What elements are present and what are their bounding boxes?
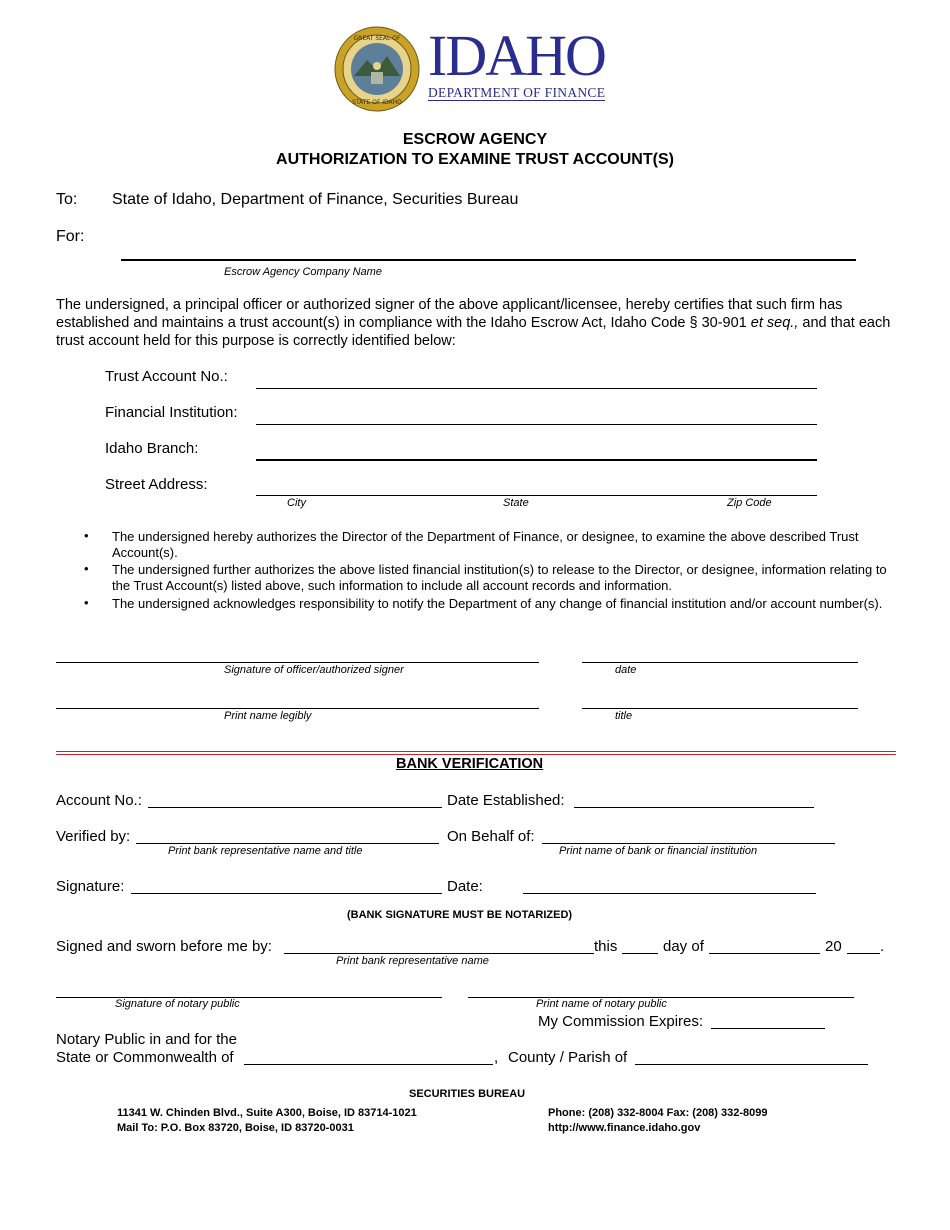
- street-address-line[interactable]: [256, 495, 817, 496]
- trust-account-no-label: Trust Account No.:: [105, 368, 228, 385]
- footer-address2: Mail To: P.O. Box 83720, Boise, ID 83720-0031: [117, 1122, 354, 1134]
- sworn-year-prefix: 20: [825, 938, 842, 955]
- sworn-label: Signed and sworn before me by:: [56, 938, 272, 955]
- for-company-line[interactable]: [121, 259, 856, 261]
- bank-date-label: Date:: [447, 878, 483, 895]
- bank-verification-heading: BANK VERIFICATION: [396, 756, 544, 772]
- on-behalf-line[interactable]: [542, 843, 835, 844]
- bank-signature-line[interactable]: [131, 893, 442, 894]
- footer-address1: 11341 W. Chinden Blvd., Suite A300, Boise, ID 83714-1021: [117, 1107, 417, 1119]
- officer-signature-caption: Signature of officer/authorized signer: [224, 664, 404, 676]
- for-label: For:: [56, 228, 85, 245]
- officer-date-caption: date: [615, 664, 637, 676]
- page-title-line1: ESCROW AGENCY: [402, 131, 548, 148]
- commission-expires-line[interactable]: [711, 1028, 825, 1029]
- certify-paragraph: [56, 296, 896, 350]
- state-caption: State: [503, 497, 529, 509]
- page-title-line2: AUTHORIZATION TO EXAMINE TRUST ACCOUNT(S): [276, 151, 674, 168]
- bullet-dot: •: [84, 528, 89, 543]
- trust-account-no-line[interactable]: [256, 388, 817, 389]
- date-established-label: Date Established:: [447, 792, 565, 809]
- commission-expires-label: My Commission Expires:: [538, 1013, 704, 1030]
- county-parish-label: County / Parish of: [508, 1049, 628, 1066]
- sworn-day-of: day of: [663, 938, 704, 955]
- notary-print-caption: Print name of notary public: [536, 998, 667, 1010]
- section-divider: [56, 754, 896, 755]
- print-name-line[interactable]: [56, 708, 539, 709]
- bullet-text: The undersigned hereby authorizes the Director of the Department of Finance, or designee, to examine the above described Trust Account(s).: [112, 529, 859, 560]
- officer-title-line[interactable]: [582, 708, 858, 709]
- sworn-year-line[interactable]: [847, 953, 880, 954]
- city-caption: City: [287, 497, 306, 509]
- notary-public-line1: Notary Public in and for the: [56, 1031, 237, 1048]
- verified-by-label: Verified by:: [56, 828, 131, 845]
- certify-part3: and that each trust account held for this purpose is correctly identified below:: [56, 315, 891, 349]
- certify-part1: The undersigned, a principal officer or authorized signer of the above applicant/licensee, hereby certifies that such firm has established and maintains a trust account(s) in compliance with the Idaho Escrow Act, Idaho Code § 30-901: [56, 297, 843, 331]
- zip-caption: Zip Code: [727, 497, 772, 509]
- idaho-seal: [334, 26, 420, 112]
- notary-signature-line[interactable]: [56, 997, 442, 998]
- sworn-month-line[interactable]: [709, 953, 820, 954]
- certify-et-seq: et seq.,: [750, 315, 799, 331]
- for-company-caption: Escrow Agency Company Name: [224, 266, 382, 278]
- officer-date-line[interactable]: [582, 662, 858, 663]
- sworn-day-line[interactable]: [622, 953, 658, 954]
- account-no-line[interactable]: [148, 807, 442, 808]
- sworn-rep-caption: Print bank representative name: [336, 955, 489, 967]
- state-commonwealth-line[interactable]: [244, 1064, 493, 1065]
- idaho-logo-word: IDAHO: [428, 23, 605, 88]
- footer-web[interactable]: http://www.finance.idaho.gov: [548, 1122, 701, 1134]
- bullet-dot: •: [84, 595, 89, 610]
- sworn-period: .: [880, 938, 885, 955]
- footer-phone: Phone: (208) 332-8004 Fax: (208) 332-8099: [548, 1107, 768, 1119]
- notarized-note: (BANK SIGNATURE MUST BE NOTARIZED): [347, 909, 573, 921]
- section-divider: [56, 751, 896, 752]
- bank-signature-label: Signature:: [56, 878, 125, 895]
- date-established-line[interactable]: [574, 807, 814, 808]
- svg-text:STATE OF IDAHO: STATE OF IDAHO: [352, 99, 402, 106]
- idaho-branch-line[interactable]: [256, 459, 817, 461]
- bullet-dot: •: [84, 561, 89, 576]
- svg-text:GREAT SEAL OF: GREAT SEAL OF: [353, 35, 401, 42]
- bank-date-line[interactable]: [523, 893, 816, 894]
- sworn-this: this: [594, 938, 618, 955]
- bullet-text: The undersigned further authorizes the above listed financial institution(s) to release to the Director, or designee, information relating to the Trust Account(s) listed above, such information to include all account records and information.: [112, 562, 887, 593]
- notary-signature-caption: Signature of notary public: [115, 998, 240, 1010]
- footer-bureau: SECURITIES BUREAU: [409, 1088, 526, 1100]
- notary-public-line2: State or Commonwealth of: [56, 1049, 234, 1066]
- on-behalf-caption: Print name of bank or financial institution: [559, 845, 758, 857]
- state-comma: ,: [494, 1049, 499, 1066]
- print-name-caption: Print name legibly: [224, 710, 312, 722]
- financial-institution-line[interactable]: [256, 424, 817, 425]
- account-no-label: Account No.:: [56, 792, 142, 809]
- verified-by-line[interactable]: [136, 843, 439, 844]
- logo-department-line: DEPARTMENT OF FINANCE: [428, 85, 606, 100]
- bullet-text: The undersigned acknowledges responsibility to notify the Department of any change of financial institution and/or account number(s).: [112, 596, 883, 611]
- street-address-label: Street Address:: [105, 476, 208, 493]
- county-parish-line[interactable]: [635, 1064, 868, 1065]
- financial-institution-label: Financial Institution:: [105, 404, 238, 421]
- officer-signature-line[interactable]: [56, 662, 539, 663]
- idaho-branch-label: Idaho Branch:: [105, 440, 199, 457]
- to-label: To:: [56, 191, 78, 208]
- on-behalf-label: On Behalf of:: [447, 828, 535, 845]
- officer-title-caption: title: [615, 710, 633, 722]
- verified-by-caption: Print bank representative name and title: [168, 845, 363, 857]
- sworn-rep-line[interactable]: [284, 953, 594, 954]
- to-value: State of Idaho, Department of Finance, Securities Bureau: [112, 191, 519, 208]
